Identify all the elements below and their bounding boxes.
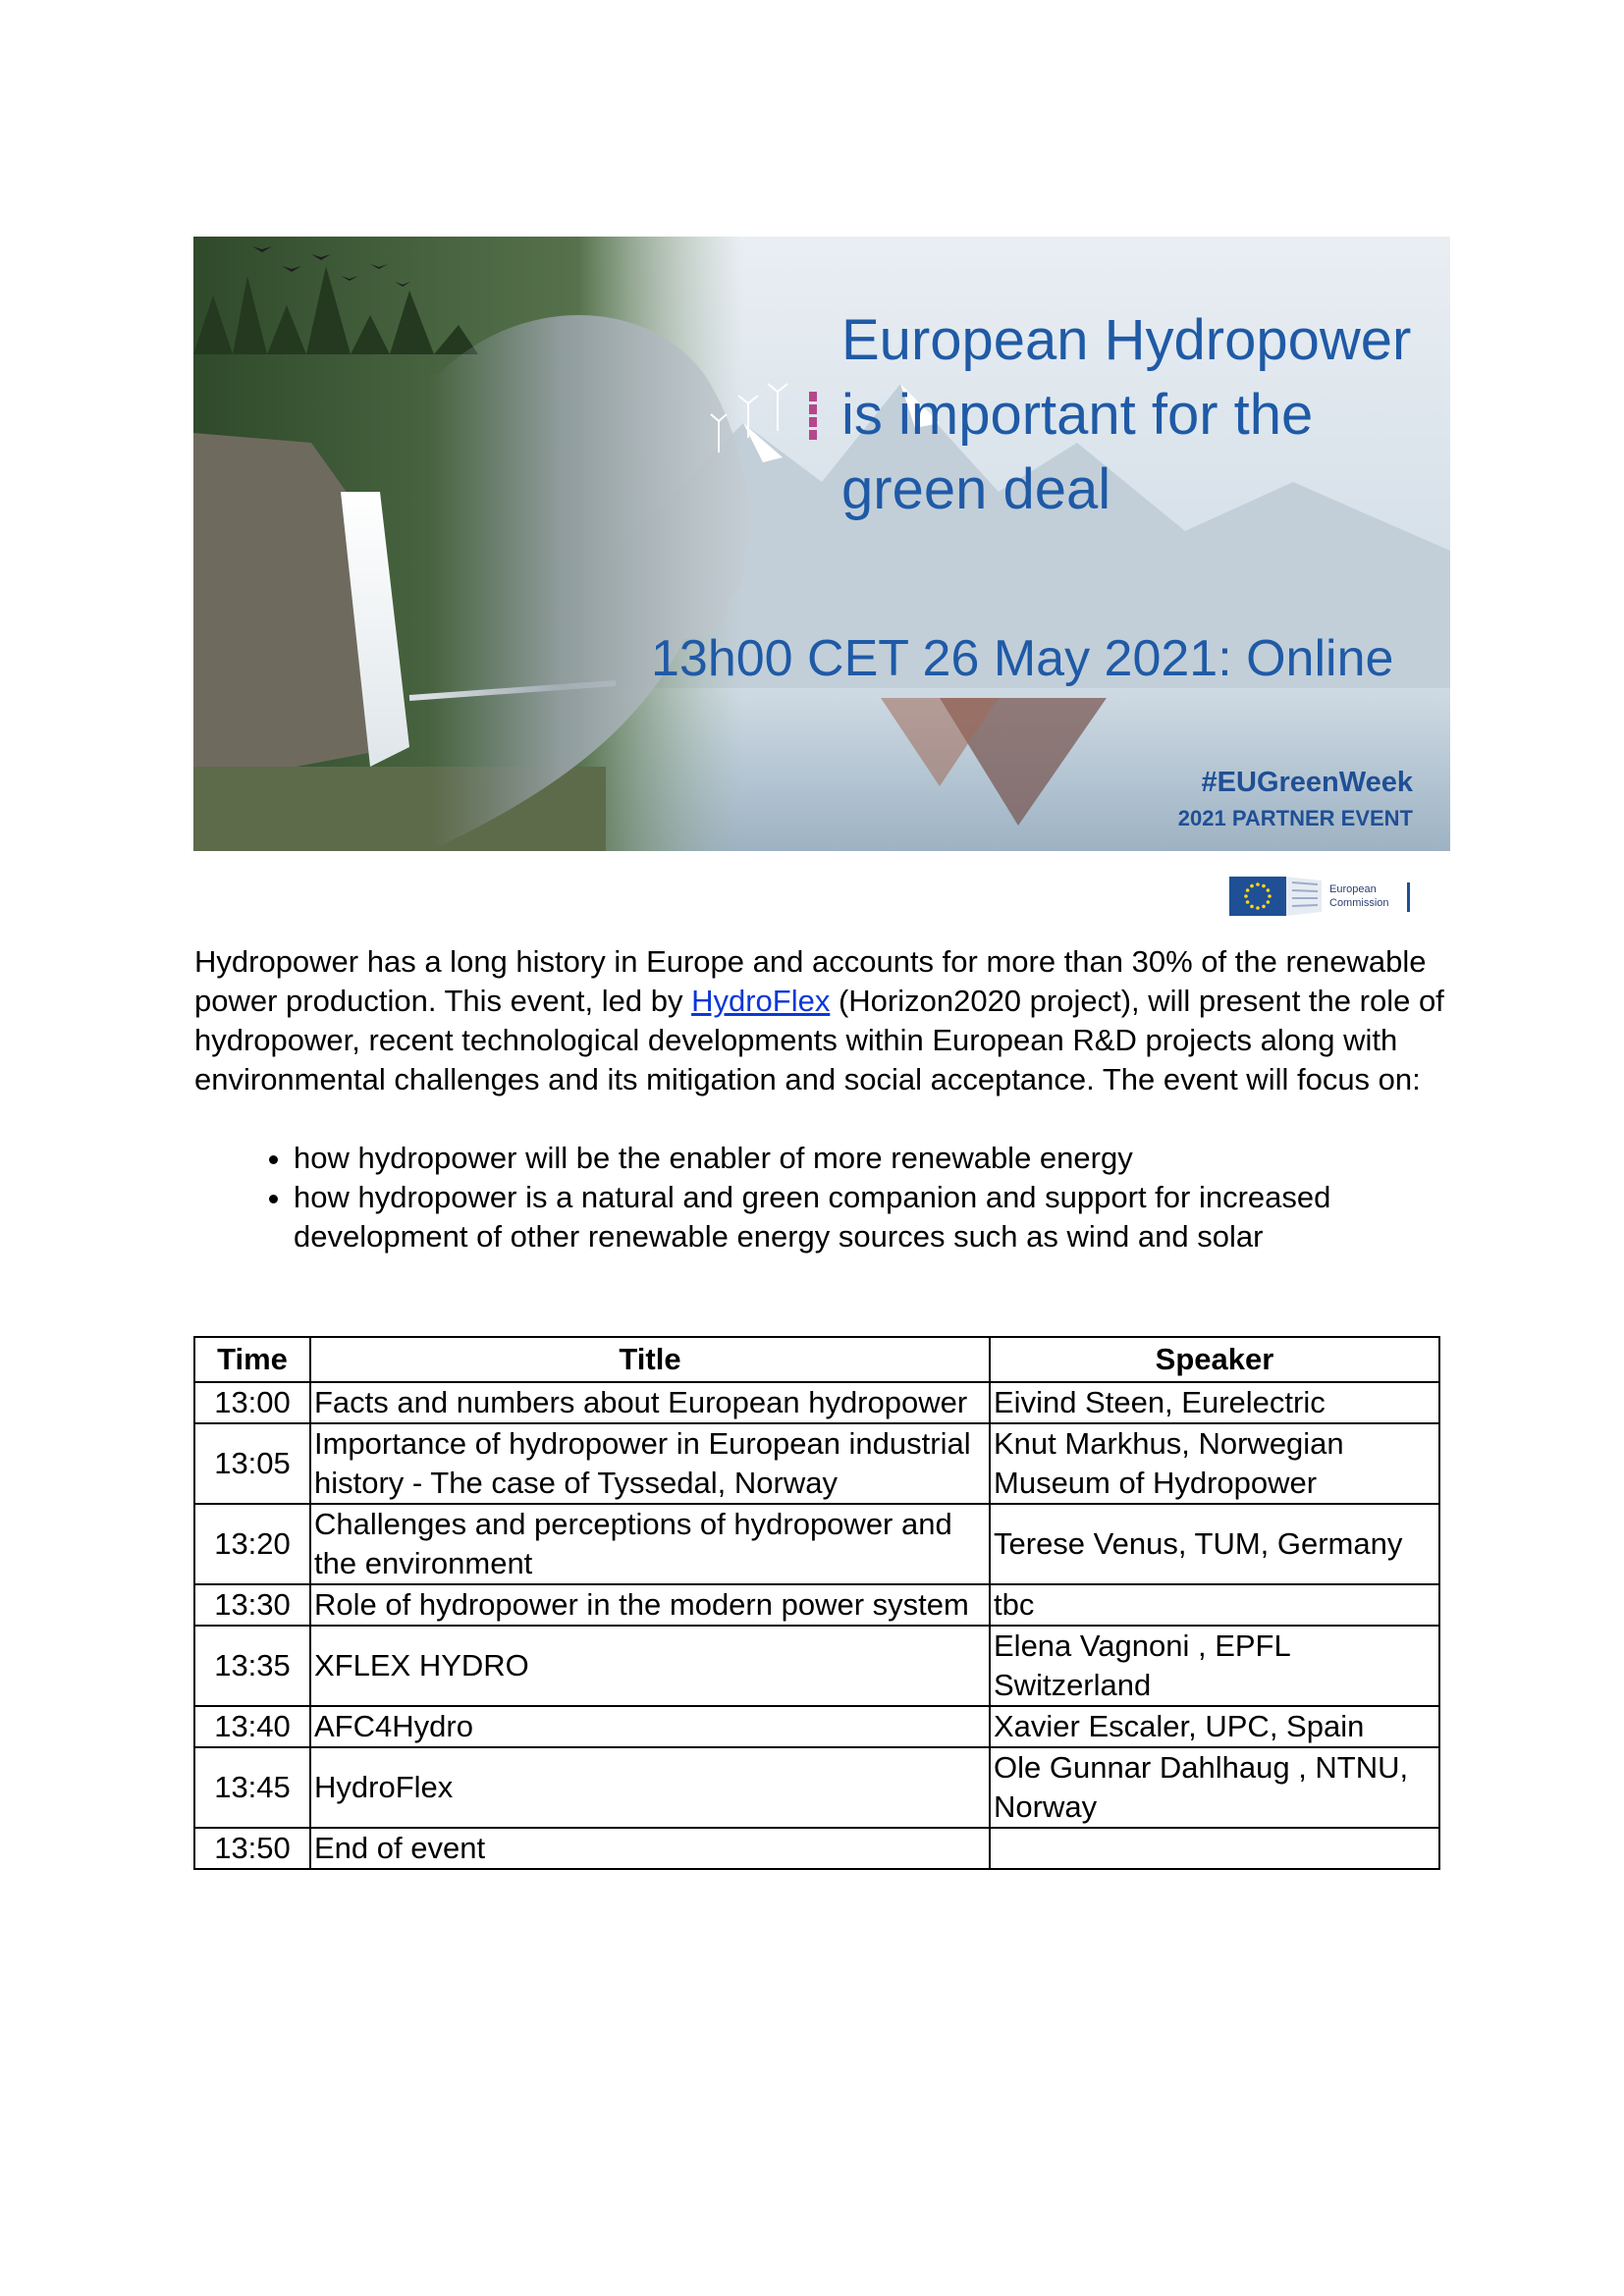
intro-text-start: Hydropower has a long history in Europe and accounts for more than 30% of the renewable power production. This event, led by [194, 944, 1427, 1018]
focus-list [194, 1139, 1461, 1256]
ec-logo-line-2: Commission [1329, 897, 1389, 909]
row-speaker: Knut Markhus, Norwegian Museum of Hydropower [990, 1423, 1439, 1504]
row-time: 13:00 [194, 1382, 310, 1423]
banner-partner-label: 2021 PARTNER EVENT [1177, 806, 1413, 830]
focus-item: • how hydropower is a natural and green companion and support for increased development of other renewable energy sources such as wind and solar [294, 1178, 1461, 1256]
row-time: 13:20 [194, 1504, 310, 1584]
table-row [194, 1423, 1439, 1504]
table-row [194, 1382, 1439, 1423]
agenda-table [193, 1336, 1440, 1870]
header-title: Title [310, 1337, 990, 1382]
row-speaker: Terese Venus, TUM, Germany [990, 1504, 1439, 1584]
banner-title-line-3: green deal [841, 457, 1111, 521]
row-time: 13:05 [194, 1423, 310, 1504]
intro-paragraph [194, 942, 1461, 1099]
ec-logo-bar [1407, 882, 1410, 912]
hydroflex-link[interactable]: HydroFlex [691, 984, 831, 1018]
row-title: Challenges and perceptions of hydropower and the environment [310, 1504, 990, 1584]
table-header-row [194, 1337, 1439, 1382]
ec-logo-line-1: European [1329, 883, 1377, 895]
banner-title-line-1: European Hydropower [841, 308, 1412, 372]
row-time: 13:45 [194, 1747, 310, 1828]
table-row [194, 1828, 1439, 1869]
header-speaker: Speaker [990, 1337, 1439, 1382]
table-row [194, 1706, 1439, 1747]
banner-title [841, 303, 1431, 527]
header-time: Time [194, 1337, 310, 1382]
row-title: Importance of hydropower in European industrial history - The case of Tyssedal, Norway [310, 1423, 990, 1504]
row-speaker: Ole Gunnar Dahlhaug , NTNU, Norway [990, 1747, 1439, 1828]
title-accent-mark [809, 392, 817, 441]
row-time: 13:50 [194, 1828, 310, 1869]
row-title: Facts and numbers about European hydropower [310, 1382, 990, 1423]
row-title: AFC4Hydro [310, 1706, 990, 1747]
eu-flag-icon [1227, 873, 1329, 924]
event-banner [193, 237, 1450, 851]
row-speaker: Eivind Steen, Eurelectric [990, 1382, 1439, 1423]
row-speaker: Xavier Escaler, UPC, Spain [990, 1706, 1439, 1747]
intro-text-end: (Horizon2020 project), will present the role of hydropower, recent technological developments within European R&D projects along with environmental challenges and its mitigation and social acceptance. The event will focus on: [194, 984, 1444, 1096]
row-speaker [990, 1828, 1439, 1869]
table-row [194, 1626, 1439, 1706]
intro-section [194, 942, 1461, 1256]
row-title: End of event [310, 1828, 990, 1869]
row-speaker: Elena Vagnoni , EPFL Switzerland [990, 1626, 1439, 1706]
banner-hashtag: #EUGreenWeek [1201, 767, 1413, 798]
row-time: 13:40 [194, 1706, 310, 1747]
banner-title-line-2: is important for the [841, 383, 1314, 447]
table-row [194, 1747, 1439, 1828]
row-title: HydroFlex [310, 1747, 990, 1828]
row-title: XFLEX HYDRO [310, 1626, 990, 1706]
ec-logo-text [1329, 882, 1389, 910]
banner-date: 13h00 CET 26 May 2021: Online [651, 630, 1394, 687]
row-time: 13:35 [194, 1626, 310, 1706]
table-row [194, 1504, 1439, 1584]
row-time: 13:30 [194, 1584, 310, 1626]
focus-item: • how hydropower will be the enabler of more renewable energy [294, 1139, 1461, 1178]
table-row [194, 1584, 1439, 1626]
row-speaker: tbc [990, 1584, 1439, 1626]
european-commission-logo [1227, 873, 1414, 924]
row-title: Role of hydropower in the modern power system [310, 1584, 990, 1626]
